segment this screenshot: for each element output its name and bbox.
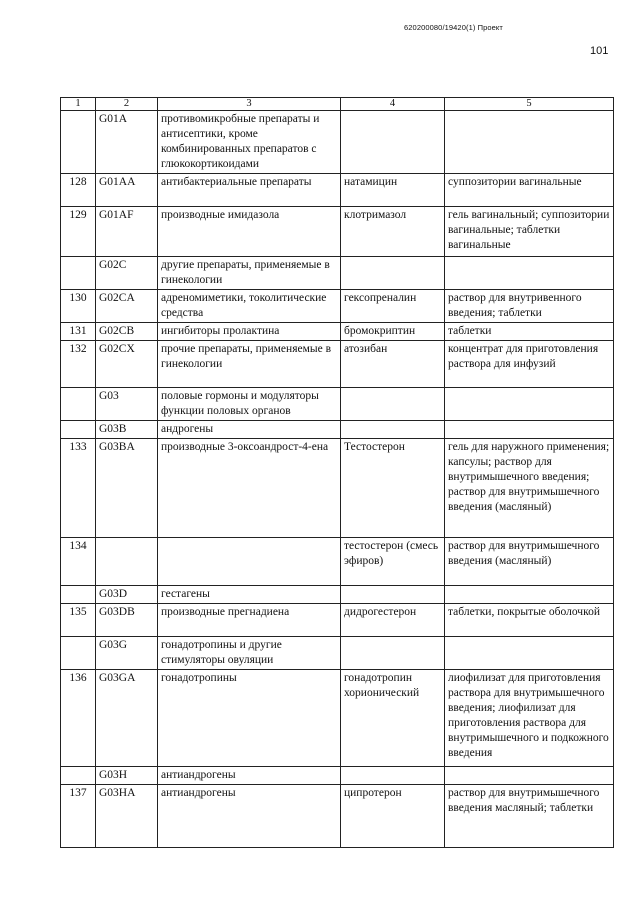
table-row	[61, 637, 614, 670]
row-number: 129	[61, 207, 96, 257]
column-header: 3	[158, 98, 341, 111]
drug-name: ципротерон	[341, 785, 445, 848]
drug-name	[341, 111, 445, 174]
row-number: 131	[61, 323, 96, 341]
row-number: 128	[61, 174, 96, 207]
group-name	[158, 538, 341, 586]
table-row	[61, 341, 614, 388]
atc-code: G03B	[96, 421, 158, 439]
group-name: производные 3-оксоандрост-4-ена	[158, 439, 341, 538]
group-name: прочие препараты, применяемые в гинекологии	[158, 341, 341, 388]
group-name: гонадотропины и другие стимуляторы овуляции	[158, 637, 341, 670]
dosage-form	[445, 637, 614, 670]
drug-table	[60, 97, 614, 848]
table-row	[61, 670, 614, 767]
dosage-form: гель вагинальный; суппозитории вагинальные; таблетки вагинальные	[445, 207, 614, 257]
group-name: антиандрогены	[158, 785, 341, 848]
atc-code: G03H	[96, 767, 158, 785]
atc-code: G02CA	[96, 290, 158, 323]
drug-name: бромокриптин	[341, 323, 445, 341]
row-number: 137	[61, 785, 96, 848]
drug-name	[341, 637, 445, 670]
table-row	[61, 290, 614, 323]
column-header: 5	[445, 98, 614, 111]
table-row	[61, 421, 614, 439]
table-row	[61, 604, 614, 637]
drug-name: атозибан	[341, 341, 445, 388]
atc-code: G03DB	[96, 604, 158, 637]
group-name: противомикробные препараты и антисептики, кроме комбинированных препаратов с глюкокортикоидами	[158, 111, 341, 174]
drug-name: Тестостерон	[341, 439, 445, 538]
table-row	[61, 439, 614, 538]
atc-code: G02CB	[96, 323, 158, 341]
atc-code: G03	[96, 388, 158, 421]
dosage-form	[445, 257, 614, 290]
row-number	[61, 767, 96, 785]
atc-code: G03GA	[96, 670, 158, 767]
table-row	[61, 207, 614, 257]
group-name: производные прегнадиена	[158, 604, 341, 637]
row-number: 133	[61, 439, 96, 538]
drug-name: клотримазол	[341, 207, 445, 257]
row-number: 135	[61, 604, 96, 637]
table-row	[61, 323, 614, 341]
row-number	[61, 388, 96, 421]
table-row	[61, 388, 614, 421]
drug-name	[341, 767, 445, 785]
page-header	[0, 0, 640, 60]
atc-code	[96, 538, 158, 586]
atc-code: G03G	[96, 637, 158, 670]
row-number	[61, 421, 96, 439]
table-row	[61, 257, 614, 290]
row-number	[61, 637, 96, 670]
dosage-form: суппозитории вагинальные	[445, 174, 614, 207]
dosage-form	[445, 767, 614, 785]
dosage-form: раствор для внутримышечного введения (масляный)	[445, 538, 614, 586]
dosage-form	[445, 388, 614, 421]
group-name: половые гормоны и модуляторы функции половых органов	[158, 388, 341, 421]
dosage-form: концентрат для приготовления раствора для инфузий	[445, 341, 614, 388]
atc-code: G02C	[96, 257, 158, 290]
group-name: производные имидазола	[158, 207, 341, 257]
dosage-form: гель для наружного применения; капсулы; раствор для внутримышечного введения; раствор для внутримышечного введения (масляный)	[445, 439, 614, 538]
drug-name: тестостерон (смесь эфиров)	[341, 538, 445, 586]
drug-name	[341, 421, 445, 439]
drug-name: натамицин	[341, 174, 445, 207]
drug-name: гонадотропин хорионический	[341, 670, 445, 767]
page-number: 101	[590, 45, 609, 57]
atc-code: G03HA	[96, 785, 158, 848]
drug-name	[341, 388, 445, 421]
atc-code: G03D	[96, 586, 158, 604]
document-id: 620200080/19420(1) Проект	[404, 23, 503, 32]
atc-code: G02CX	[96, 341, 158, 388]
drug-name	[341, 257, 445, 290]
group-name: антиандрогены	[158, 767, 341, 785]
group-name: гонадотропины	[158, 670, 341, 767]
atc-code: G01AA	[96, 174, 158, 207]
column-header: 2	[96, 98, 158, 111]
group-name: адреномиметики, токолитические средства	[158, 290, 341, 323]
group-name: гестагены	[158, 586, 341, 604]
group-name: андрогены	[158, 421, 341, 439]
row-number: 136	[61, 670, 96, 767]
column-header: 1	[61, 98, 96, 111]
dosage-form	[445, 421, 614, 439]
dosage-form	[445, 111, 614, 174]
atc-code: G01A	[96, 111, 158, 174]
dosage-form: таблетки, покрытые оболочкой	[445, 604, 614, 637]
row-number	[61, 257, 96, 290]
dosage-form: раствор для внутримышечного введения масляный; таблетки	[445, 785, 614, 848]
dosage-form	[445, 586, 614, 604]
atc-code: G01AF	[96, 207, 158, 257]
table-header-row	[61, 98, 614, 111]
group-name: другие препараты, применяемые в гинекологии	[158, 257, 341, 290]
group-name: ингибиторы пролактина	[158, 323, 341, 341]
group-name: антибактериальные препараты	[158, 174, 341, 207]
row-number: 130	[61, 290, 96, 323]
dosage-form: лиофилизат для приготовления раствора для внутримышечного введения; лиофилизат для приготовления раствора для внутримышечного и подкожного введения	[445, 670, 614, 767]
table-row	[61, 767, 614, 785]
table-row	[61, 538, 614, 586]
row-number: 134	[61, 538, 96, 586]
table-body	[61, 111, 614, 848]
dosage-form: раствор для внутривенного введения; таблетки	[445, 290, 614, 323]
table-row	[61, 174, 614, 207]
table-row	[61, 785, 614, 848]
dosage-form: таблетки	[445, 323, 614, 341]
row-number	[61, 586, 96, 604]
row-number	[61, 111, 96, 174]
drug-name: дидрогестерон	[341, 604, 445, 637]
drug-name	[341, 586, 445, 604]
drug-name: гексопреналин	[341, 290, 445, 323]
row-number: 132	[61, 341, 96, 388]
atc-code: G03BA	[96, 439, 158, 538]
table-row	[61, 586, 614, 604]
column-header: 4	[341, 98, 445, 111]
table-row	[61, 111, 614, 174]
